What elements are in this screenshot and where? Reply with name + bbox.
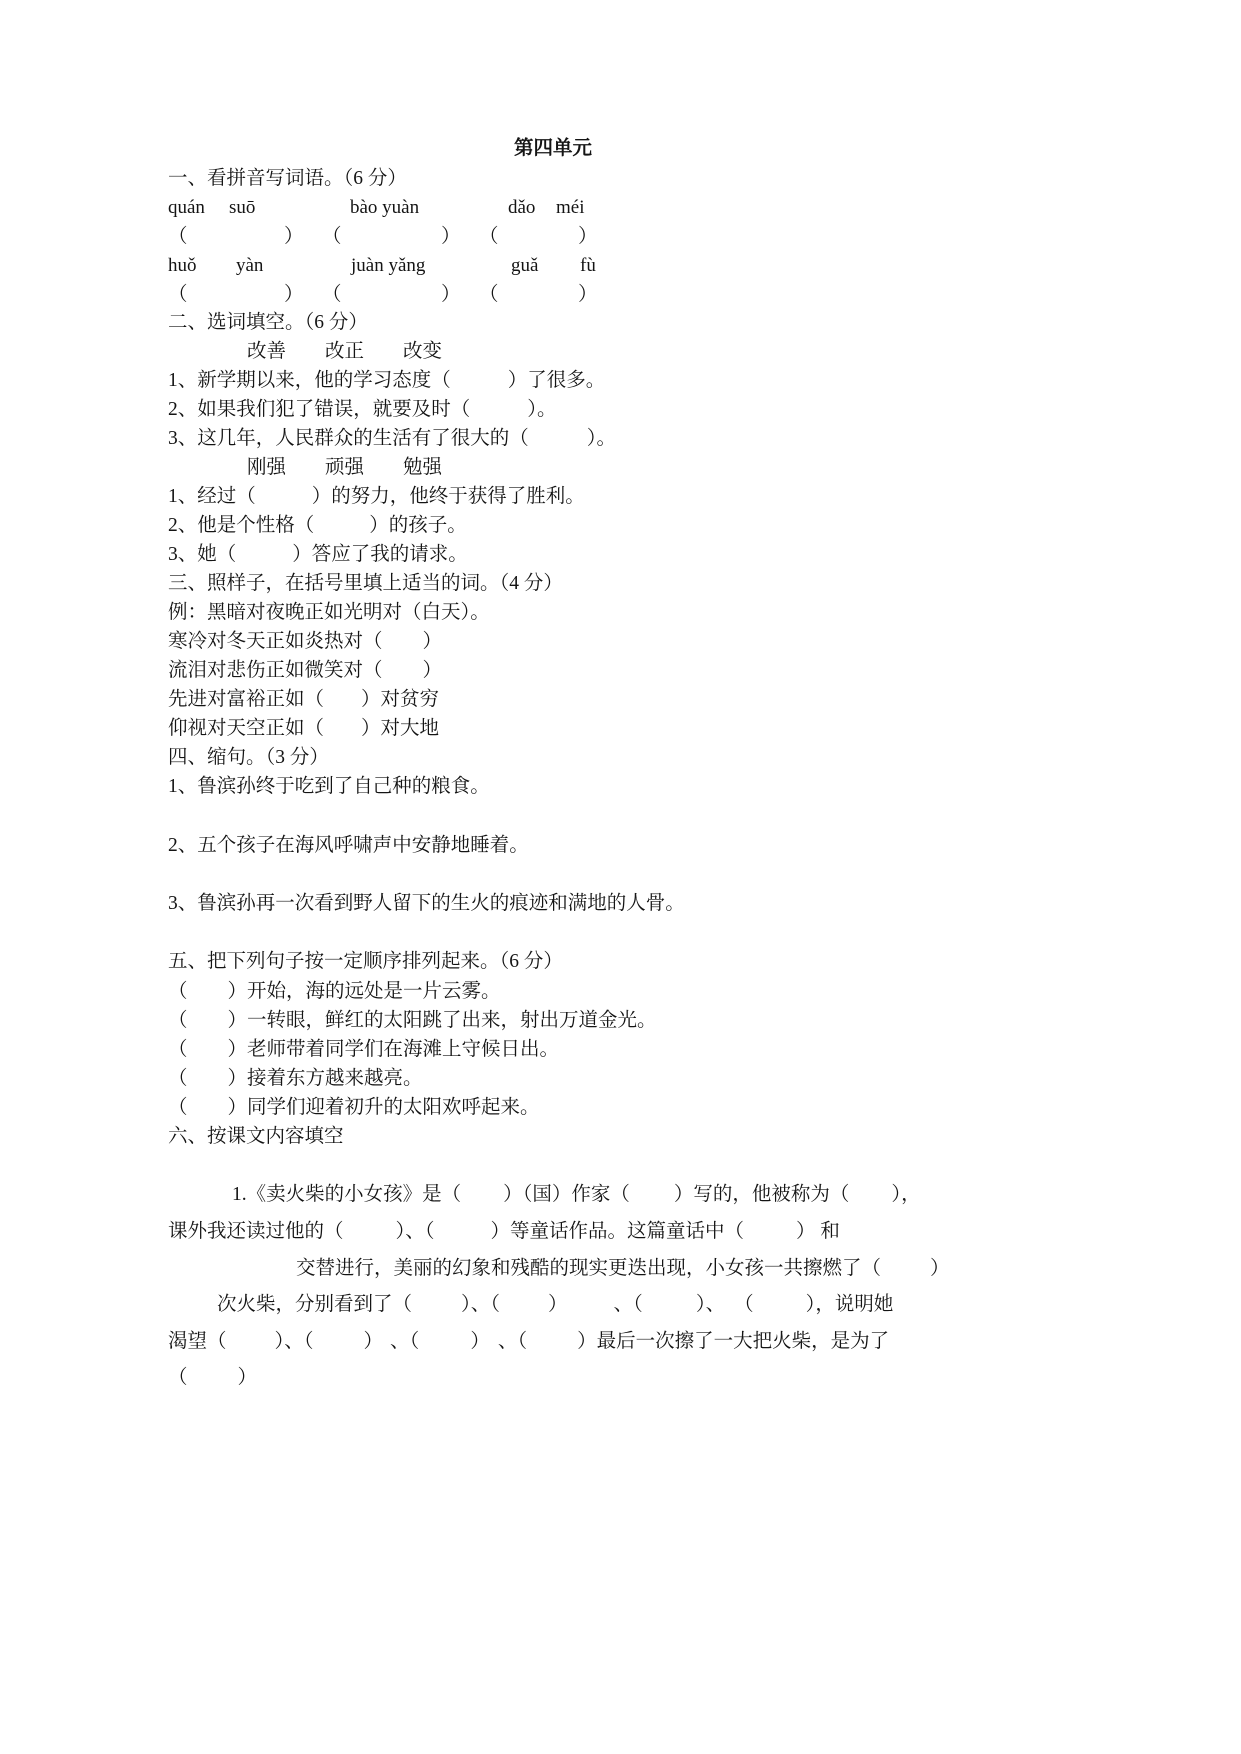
- question-text: ）、（: [461, 1294, 501, 1315]
- word-option: 刚强: [247, 457, 287, 478]
- question-text: 2、他是个性格（: [168, 515, 315, 536]
- answer-blank: [470, 414, 527, 415]
- example-line: 例：黑暗对夜晚正如光明对（白天）。: [168, 602, 490, 623]
- question-text: 2、如果我们犯了错误，就要及时（: [168, 399, 471, 420]
- answer-blank: [643, 1309, 696, 1310]
- question-line: [168, 1035, 559, 1064]
- question-text: ）最后一次擦了一大把火柴，是为了: [577, 1331, 890, 1352]
- question-text: ）等童话作品。这篇童话中（: [490, 1221, 745, 1242]
- answer-blank: [461, 1199, 503, 1200]
- answer-blank: [256, 501, 312, 502]
- word-option: 勉强: [403, 457, 443, 478]
- text-gap: [490, 1346, 498, 1347]
- answer-blank: [849, 1199, 891, 1200]
- pinyin-text: méi: [556, 197, 585, 218]
- question-line: [168, 627, 442, 656]
- question-text: ）接着东方越来越亮。: [227, 1068, 423, 1089]
- question-line: [168, 977, 501, 1006]
- question-line: [168, 714, 439, 743]
- question-line: [168, 366, 605, 395]
- question-text: ）: [237, 1367, 258, 1388]
- question-line: [168, 1064, 423, 1093]
- section-6-heading: 六、按课文内容填空: [168, 1126, 344, 1147]
- question-line: 1、鲁滨孙终于吃到了自己种的粮食。: [168, 776, 490, 797]
- fill-in-line: [168, 1217, 840, 1246]
- answer-blank: [419, 1346, 470, 1347]
- answer-paren-open: （: [322, 226, 342, 247]
- question-text: 仰视对天空正如（: [168, 718, 325, 739]
- question-text: ）写的，他被称为（: [673, 1184, 850, 1205]
- answer-blank: [227, 1346, 275, 1347]
- word-option: 改变: [403, 341, 443, 362]
- pinyin-text: quán: [168, 197, 205, 218]
- question-text: ），说明她: [805, 1294, 894, 1315]
- answer-paren-open: （: [168, 226, 188, 247]
- answer-blank: [188, 1112, 228, 1113]
- question-text: （: [734, 1294, 754, 1315]
- question-text: ）。: [527, 399, 557, 420]
- question-text: ）的孩子。: [369, 515, 467, 536]
- question-text: 3、她（: [168, 544, 237, 565]
- answer-blank: [324, 733, 361, 734]
- answer-blank: [881, 1273, 930, 1274]
- question-line: [168, 395, 557, 424]
- answer-paren-close: ）: [441, 284, 461, 305]
- question-text: ）: [930, 1258, 950, 1279]
- text-gap: [725, 1309, 734, 1310]
- section-1-heading: 一、看拼音写词语。（6 分）: [168, 168, 407, 189]
- answer-blank: [754, 1309, 806, 1310]
- answer-paren-open: （: [479, 284, 499, 305]
- answer-blank: [188, 996, 228, 997]
- word-option: 顽强: [325, 457, 365, 478]
- answer-blank: [500, 1309, 548, 1310]
- page-title: 第四单元: [514, 138, 593, 159]
- question-line: 2、五个孩子在海风呼啸声中安静地睡着。: [168, 835, 529, 856]
- answer-paren-close: ）: [578, 226, 598, 247]
- question-text: ） 和: [796, 1221, 840, 1242]
- question-text: ）。: [586, 428, 617, 449]
- pinyin-text: guǎ: [511, 255, 539, 276]
- answer-blank: [188, 1025, 228, 1026]
- section-3-heading: 三、照样子，在括号里填上适当的词。（4 分）: [168, 573, 563, 594]
- answer-blank: [324, 704, 361, 705]
- answer-blank: [188, 1054, 228, 1055]
- question-text: ）同学们迎着初升的太阳欢呼起来。: [227, 1097, 540, 1118]
- question-line: [168, 540, 468, 569]
- answer-blank: [314, 1346, 364, 1347]
- answer-blank: [527, 1346, 577, 1347]
- question-line: [168, 482, 585, 511]
- pinyin-text: juàn yǎng: [351, 255, 426, 276]
- answer-blank: [529, 443, 587, 444]
- section-5-heading: 五、把下列句子按一定顺序排列起来。（6 分）: [168, 951, 563, 972]
- question-text: （: [168, 1367, 188, 1388]
- answer-blank: [383, 675, 423, 676]
- question-text: ）、（: [274, 1331, 314, 1352]
- question-text: ）（国）作家（: [503, 1184, 630, 1205]
- question-text: （: [168, 1097, 188, 1118]
- question-text: ）对大地: [361, 718, 440, 739]
- question-text: ）: [422, 631, 443, 652]
- question-text: 1、新学期以来，他的学习态度（: [168, 370, 451, 391]
- answer-blank: [236, 559, 292, 560]
- answer-blank: [435, 1236, 491, 1237]
- section-2-heading: 二、选词填空。（6 分）: [168, 312, 368, 333]
- question-text: 、（: [390, 1331, 420, 1352]
- question-text: （: [168, 1039, 188, 1060]
- pinyin-text: dǎo: [508, 197, 536, 218]
- question-text: 交替进行，美丽的幻象和残酷的现实更迭出现，小女孩一共擦燃了（: [296, 1258, 882, 1279]
- answer-blank: [314, 530, 369, 531]
- question-text: （: [168, 1068, 188, 1089]
- question-text: 流泪对悲伤正如微笑对（: [168, 660, 383, 681]
- question-line: [168, 424, 616, 453]
- answer-paren-close: ）: [578, 284, 598, 305]
- answer-paren-close: ）: [284, 226, 304, 247]
- question-text: ）: [470, 1331, 490, 1352]
- question-text: 1.《卖火柴的小女孩》是（: [232, 1184, 462, 1205]
- answer-paren-close: ）: [284, 284, 304, 305]
- answer-paren-open: （: [322, 284, 342, 305]
- answer-blank: [412, 1309, 461, 1310]
- question-line: [168, 656, 442, 685]
- question-text: ）开始，海的远处是一片云雾。: [227, 981, 501, 1002]
- question-line: [168, 511, 467, 540]
- answer-blank: [188, 1382, 238, 1383]
- fill-in-line: [296, 1254, 950, 1283]
- question-text: ）老师带着同学们在海滩上守候日出。: [227, 1039, 560, 1060]
- question-line: 3、鲁滨孙再一次看到野人留下的生火的痕迹和满地的人骨。: [168, 893, 685, 914]
- question-text: 寒冷对冬天正如炎热对（: [168, 631, 383, 652]
- question-line: [168, 1093, 540, 1122]
- question-text: ）了很多。: [507, 370, 606, 391]
- word-option: 改正: [325, 341, 365, 362]
- question-text: 次火柴，分别看到了（: [217, 1294, 413, 1315]
- question-text: （: [168, 981, 188, 1002]
- question-text: 3、这几年，人民群众的生活有了很大的（: [168, 428, 529, 449]
- answer-blank: [344, 1236, 396, 1237]
- question-text: 课外我还读过他的（: [168, 1221, 344, 1242]
- answer-paren-open: （: [479, 226, 499, 247]
- answer-blank: [383, 646, 423, 647]
- question-text: ）: [363, 1331, 384, 1352]
- fill-in-line: [232, 1180, 921, 1209]
- answer-blank: [630, 1199, 674, 1200]
- question-text: 1、经过（: [168, 486, 256, 507]
- question-text: ）对贫穷: [361, 689, 440, 710]
- word-option: 改善: [247, 341, 287, 362]
- question-line: [168, 1006, 657, 1035]
- text-gap: [568, 1309, 614, 1310]
- question-text: （: [168, 1010, 188, 1031]
- question-line: [168, 685, 439, 714]
- fill-in-line: [168, 1363, 257, 1392]
- answer-paren-close: ）: [441, 226, 461, 247]
- section-4-heading: 四、缩句。（3 分）: [168, 747, 329, 768]
- pinyin-text: suō: [229, 197, 256, 218]
- question-text: ）一转眼，鲜红的太阳跳了出来，射出万道金光。: [227, 1010, 657, 1031]
- question-text: 先进对富裕正如（: [168, 689, 325, 710]
- question-text: ），: [891, 1184, 921, 1205]
- question-text: 、（: [613, 1294, 643, 1315]
- question-text: ）答应了我的请求。: [292, 544, 468, 565]
- pinyin-text: huǒ: [168, 255, 197, 276]
- answer-paren-open: （: [168, 284, 188, 305]
- fill-in-line: [168, 1327, 889, 1356]
- answer-blank: [744, 1236, 796, 1237]
- question-text: ）: [548, 1294, 568, 1315]
- pinyin-text: fù: [580, 255, 596, 276]
- question-text: ）、: [695, 1294, 726, 1315]
- answer-blank: [451, 385, 508, 386]
- answer-blank: [188, 1083, 228, 1084]
- question-text: 、（: [497, 1331, 528, 1352]
- question-text: ）的努力，他终于获得了胜利。: [311, 486, 585, 507]
- pinyin-text: bào yuàn: [350, 197, 420, 218]
- question-text: ）: [422, 660, 443, 681]
- question-text: 渴望（: [168, 1331, 227, 1352]
- text-gap: [383, 1346, 390, 1347]
- question-text: ）、（: [395, 1221, 435, 1242]
- pinyin-text: yàn: [236, 255, 264, 276]
- fill-in-line: [217, 1290, 893, 1319]
